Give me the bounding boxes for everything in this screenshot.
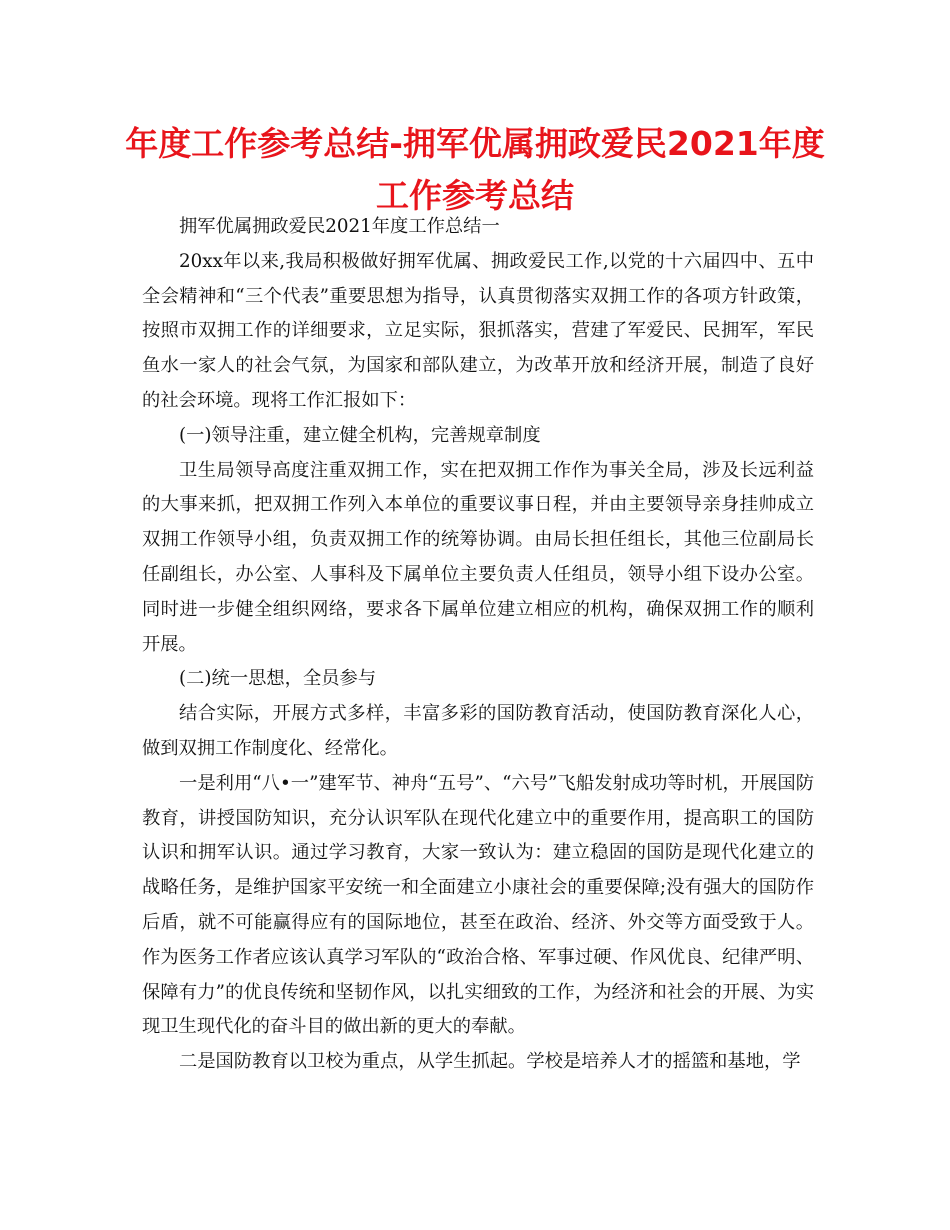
paragraph-point-1: 一是利用“八•一”建军节、神舟“五号”、“六号”飞船发射成功等时机，开展国防教育，讲授国防知识，充分认识军队在现代化建立中的重要作用，提高职工的国防认识和拥军认识。通过学习教育，大家一致认为：建立稳固的国防是现代化建立的战略任务，是维护国家平安统一和全面建立小康社会的重要保障;没有强大的国防作后盾，就不可能赢得应有的国际地位，甚至在政治、经济、外交等方面受致于人。作为医务工作者应该认真学习军队的“政治合格、军事过硬、作风优良、纪律严明、保障有力”的优良传统和坚韧作风，以扎实细致的工作，为经济和社会的开展、为实现卫生现代化的奋斗目的做出新的更大的奉献。 [142,772,814,1038]
paragraph-subtitle: 拥军优属拥政爱民2021年度工作总结一 [179,216,500,237]
paragraph-point-2: 二是国防教育以卫校为重点，从学生抓起。学校是培养人才的摇篮和基地，学 [179,1051,801,1073]
section-heading-2: (二)统一思想，全员参与 [179,668,377,690]
paragraph-intro: 20xx年以来,我局积极做好拥军优属、拥政爱民工作,以党的十六届四中、五中全会精神和“三个代表”重要思想为指导，认真贯彻落实双拥工作的各项方针政策，按照市双拥工作的详细要求，立足实际，狠抓落实，营建了军爱民、民拥军，军民鱼水一家人的社会气氛，为国家和部队建立，为改革开放和经济开展，制造了良好的社会环境。现将工作汇报如下： [142,250,814,411]
paragraph-section-2: 结合实际，开展方式多样，丰富多彩的国防教育活动，使国防教育深化人心，做到双拥工作制度化、经常化。 [142,703,814,759]
section-heading-1: (一)领导注重，建立健全机构，完善规章制度 [179,424,541,446]
document-body [142,210,814,1080]
document-title: 年度工作参考总结-拥军优属拥政爱民2021年度工作参考总结 [125,124,825,215]
paragraph-section-1: 卫生局领导高度注重双拥工作，实在把双拥工作作为事关全局，涉及长远利益的大事来抓，把双拥工作列入本单位的重要议事日程，并由主要领导亲身挂帅成立双拥工作领导小组，负责双拥工作的统筹协调。由局长担任组长，其他三位副局长任副组长，办公室、人事科及下属单位主要负责人任组员，领导小组下设办公室。同时进一步健全组织网络，要求各下属单位建立相应的机构，确保双拥工作的顺利开展。 [142,459,814,655]
